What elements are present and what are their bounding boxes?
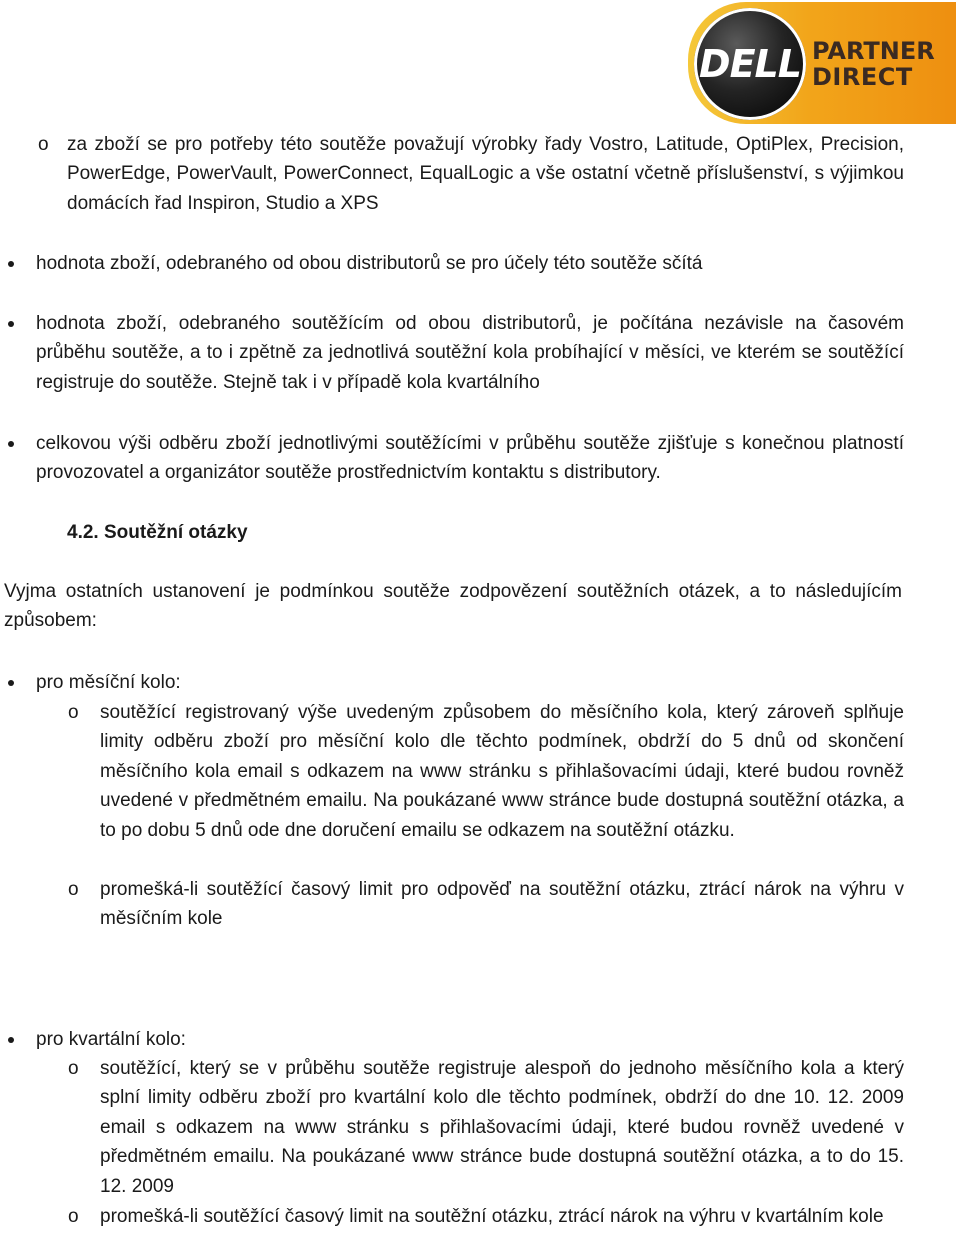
monthly-round-label: pro měsíční kolo: — [36, 672, 181, 693]
logo-line-1: PARTNER — [812, 37, 935, 65]
logo-line-2: DIRECT — [812, 63, 913, 91]
goods-value-timing-item: hodnota zboží, odebraného soutěžícím od obou distributorů, je počítána nezávisle na časovém průběhu soutěže, a to i zpětně za jednotlivá soutěžní kola probíhající v měsíci, ve kterém se soutěžící registruje do soutěže. Stejně tak i v případě kola kvartálního — [36, 313, 904, 393]
sub-bullet-marker: o — [68, 879, 79, 900]
quarterly-round-label: pro kvartální kolo: — [36, 1029, 186, 1050]
sub-bullet-marker: o — [68, 702, 79, 723]
quarterly-round-deadline: promešká-li soutěžící časový limit na soutěžní otázku, ztrácí nárok na výhru v kvartálním kole — [100, 1206, 884, 1227]
section-number: 4.2. — [67, 522, 99, 543]
goods-value-sum-item: hodnota zboží, odebraného od obou distributorů se pro účely této soutěže sčítá — [36, 253, 703, 274]
partner-direct-text — [812, 38, 935, 90]
sub-bullet-marker: o — [68, 1058, 79, 1079]
quarterly-round-rule: soutěžící, který se v průběhu soutěže registruje alespoň do jednoho měsíčního kola a který splní limity odběru zboží pro kvartální kolo dle těchto podmínek, obdrží do dne 10. 12. 2009 email s odkazem na www stránku s přihlašovacími údaji, které budou rovněž uvedené v předmětném emailu. Na poukázané www stránce bude dostupná soutěžní otázka, a to do 15. 12. 2009 — [100, 1058, 904, 1197]
monthly-round-deadline: promešká-li soutěžící časový limit pro odpověď na soutěžní otázku, ztrácí nárok na výhru v měsíčním kole — [100, 879, 904, 930]
dell-logo-circle — [694, 8, 806, 120]
dell-logo-text: DELL — [699, 42, 801, 86]
bullet-marker — [8, 1037, 14, 1043]
dell-partner-direct-logo — [688, 2, 956, 124]
sub-bullet-marker: o — [68, 1206, 79, 1227]
section-title: Soutěžní otázky — [103, 522, 248, 543]
bullet-marker — [8, 680, 14, 686]
section-heading — [67, 518, 467, 547]
bullet-marker — [8, 321, 14, 327]
monthly-round-rule: soutěžící registrovaný výše uvedeným způsobem do měsíčního kola, který zároveň splňuje limity odběru zboží pro měsíční kolo dle těchto podmínek, obdrží do 5 dnů od skončení měsíčního kola email s odkazem na www stránku s přihlašovacími údaji, které budou rovněž uvedené v předmětném emailu. Na poukázané www stránce bude dostupná soutěžní otázka, a to po dobu 5 dnů ode dne doručení emailu se odkazem na soutěžní otázku. — [100, 702, 904, 841]
bullet-marker — [8, 441, 14, 447]
total-purchase-item: celkovou výši odběru zboží jednotlivými soutěžícími v průběhu soutěže zjišťuje s konečnou platností provozovatel a organizátor soutěže prostřednictvím kontaktu s distributory. — [36, 433, 904, 484]
sub-bullet-marker: o — [38, 134, 49, 155]
goods-definition-item: za zboží se pro potřeby této soutěže považují výrobky řady Vostro, Latitude, OptiPlex, Precision, PowerEdge, PowerVault, PowerConnect, EqualLogic a vše ostatní včetně příslušenství, s výjimkou domácích řad Inspiron, Studio a XPS — [67, 134, 904, 214]
bullet-marker — [8, 261, 14, 267]
intro-paragraph: Vyjma ostatních ustanovení je podmínkou soutěže zodpovězení soutěžních otázek, a to následujícím způsobem: — [4, 581, 902, 632]
